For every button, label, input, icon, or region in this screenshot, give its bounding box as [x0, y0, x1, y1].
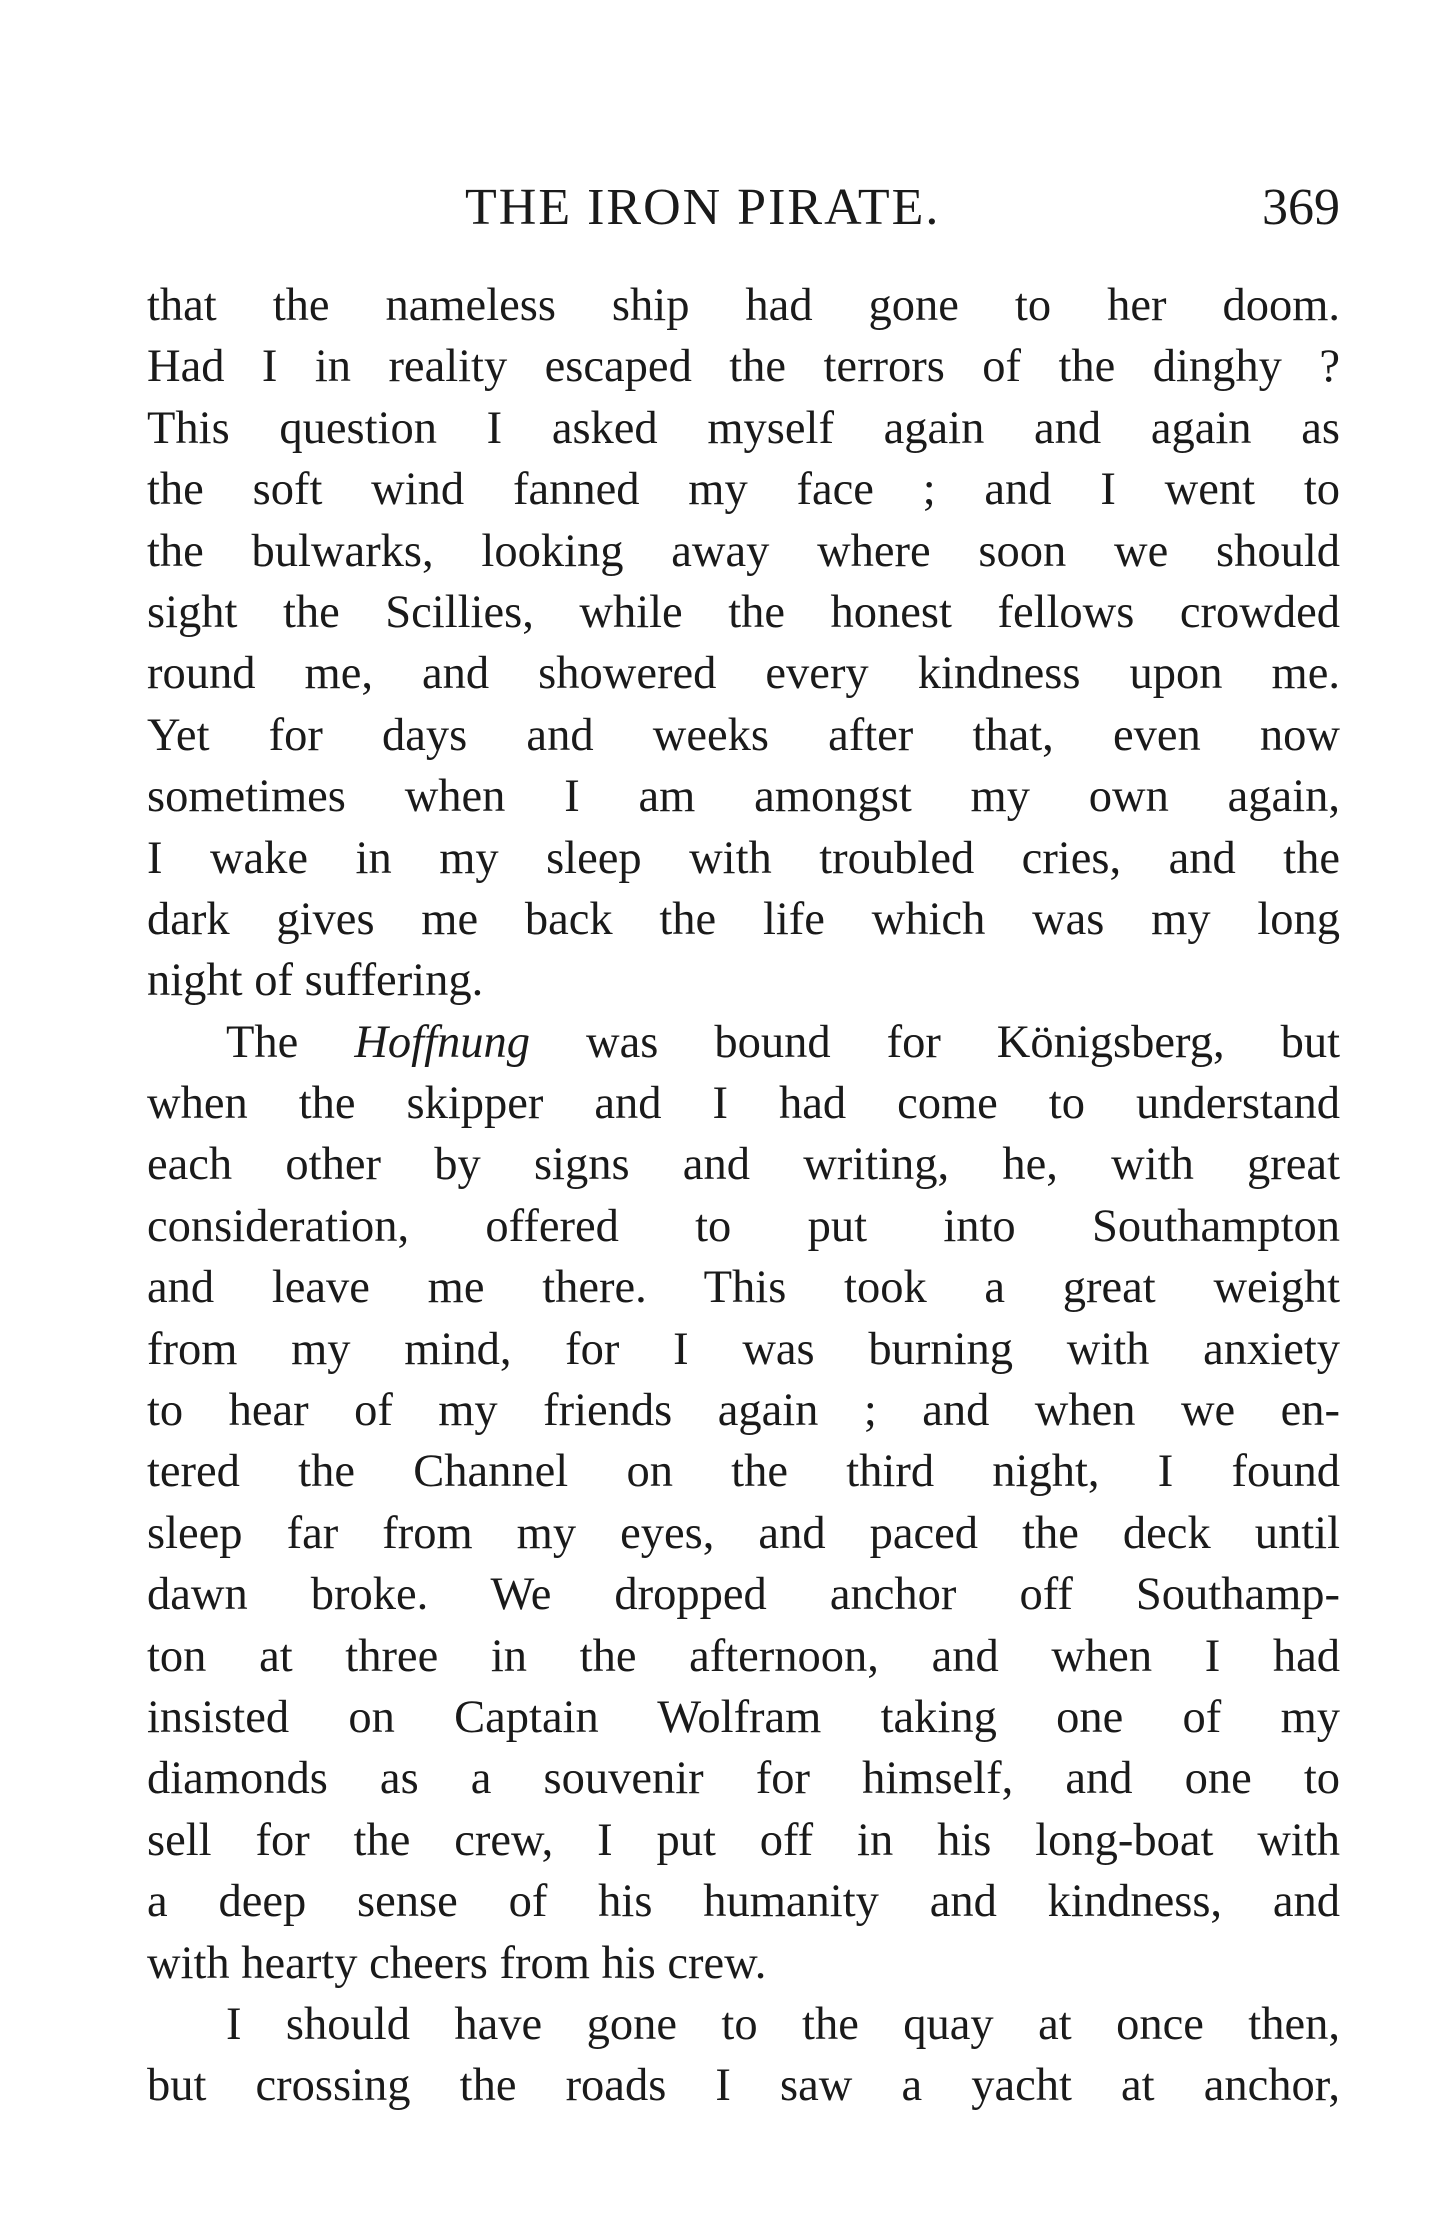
text-line: This question I asked myself again and again as	[147, 402, 1340, 454]
text-line: sometimes when I am amongst my own again,	[147, 771, 1340, 823]
text-segment: was bound for Königsberg, but	[529, 1016, 1340, 1068]
text-line: dark gives me back the life which was my long	[147, 893, 1340, 945]
text-line	[147, 1012, 1340, 1073]
text-line: each other by signs and writing, he, with great	[147, 1139, 1340, 1191]
text-line: tered the Channel on the third night, I found	[147, 1446, 1340, 1498]
text-line: but crossing the roads I saw a yacht at anchor,	[147, 2060, 1340, 2112]
text-line: that the nameless ship had gone to her doom.	[147, 280, 1340, 331]
text-line: sleep far from my eyes, and paced the deck until	[147, 1507, 1340, 1559]
text-line: sell for the crew, I put off in his long-boat with	[147, 1814, 1340, 1866]
book-page	[147, 0, 1340, 2225]
text-line: from my mind, for I was burning with anxiety	[147, 1323, 1340, 1375]
text-line: I should have gone to the quay at once then,	[226, 1998, 1340, 2050]
text-line: ton at three in the afternoon, and when I had	[147, 1630, 1340, 1682]
page-number: 369	[1262, 179, 1340, 236]
text-line: night of suffering.	[147, 955, 484, 1007]
text-line: with hearty cheers from his crew.	[147, 1937, 767, 1989]
text-line: Had I in reality escaped the terrors of the dinghy ?	[147, 341, 1340, 393]
text-line: sight the Scillies, while the honest fellows crowded	[147, 586, 1340, 638]
text-line: when the skipper and I had come to understand	[147, 1078, 1340, 1130]
page-header	[147, 168, 1340, 248]
text-line: the soft wind fanned my face ; and I went to	[147, 464, 1340, 516]
text-line: round me, and showered every kindness upon me.	[147, 648, 1340, 700]
text-line: consideration, offered to put into Southampton	[147, 1200, 1340, 1252]
text-line: Yet for days and weeks after that, even now	[147, 709, 1340, 761]
text-line: diamonds as a souvenir for himself, and one to	[147, 1753, 1340, 1805]
text-line: dawn broke. We dropped anchor off Southamp-	[147, 1569, 1340, 1621]
text-segment: The	[226, 1016, 355, 1068]
body-text	[147, 275, 1340, 2117]
text-line: a deep sense of his humanity and kindness, and	[147, 1876, 1340, 1928]
running-title: THE IRON PIRATE.	[465, 179, 941, 236]
text-line: the bulwarks, looking away where soon we should	[147, 525, 1340, 577]
text-line: and leave me there. This took a great weight	[147, 1262, 1340, 1314]
text-line: I wake in my sleep with troubled cries, and the	[147, 832, 1340, 884]
ship-name: Hoffnung	[354, 1016, 530, 1068]
text-line: to hear of my friends again ; and when we en-	[147, 1385, 1340, 1437]
text-line: insisted on Captain Wolfram taking one of my	[147, 1691, 1340, 1743]
